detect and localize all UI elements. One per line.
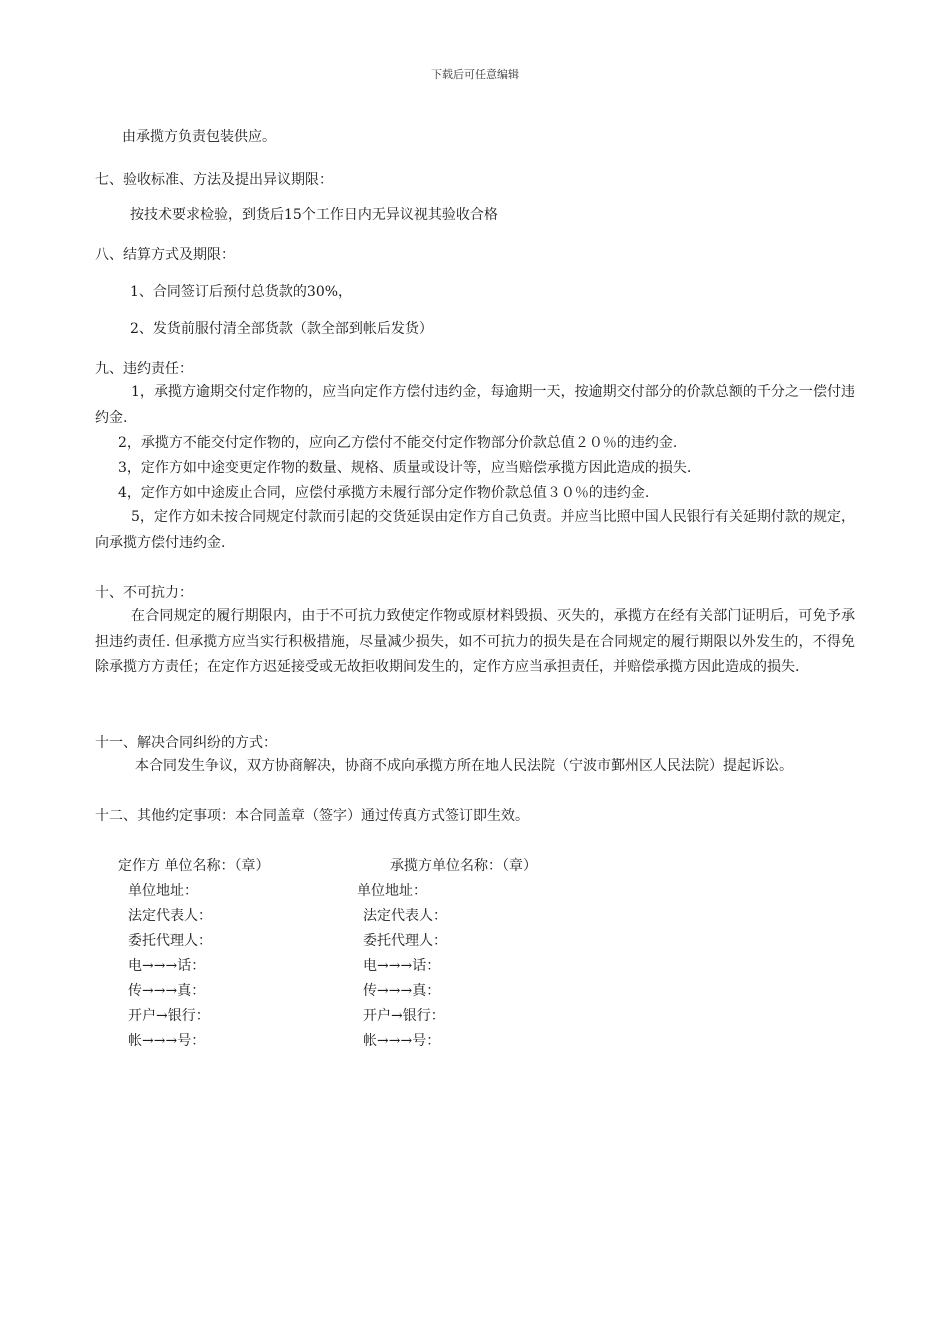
party-a-field: 传→→→真： [128, 983, 206, 999]
section-8-title: 八、结算方式及期限： [95, 247, 235, 263]
section-8-item: 1、合同签订后预付总货款的30%， [130, 284, 353, 300]
party-b-field: 帐→→→号： [363, 1033, 441, 1049]
section-9-item: 5，定作方如未按合同规定付款而引起的交货延误由定作方自己负责。并应当比照中国人民银行有关延期付款的规定，向承揽方偿付违约金. [95, 509, 855, 551]
party-a-field: 开户→银行： [128, 1008, 210, 1024]
party-b-field: 单位地址： [357, 883, 427, 899]
section-11-body: 本合同发生争议，双方协商解决，协商不成向承揽方所在地人民法院（宁波市鄞州区人民法院）提起诉讼。 [135, 758, 793, 774]
section-9-item: 3，定作方如中途变更定作物的数量、规格、质量或设计等，应当赔偿承揽方因此造成的损失. [118, 460, 692, 476]
party-a-field: 电→→→话： [128, 958, 206, 974]
party-b-title: 承揽方单位名称：（章） [390, 858, 537, 874]
party-a-field: 法定代表人： [128, 908, 212, 924]
section-9-item: 4，定作方如中途废止合同，应偿付承揽方未履行部分定作物价款总值３０％的违约金. [118, 485, 650, 501]
party-b-field: 委托代理人： [363, 933, 447, 949]
party-a-field: 单位地址： [128, 883, 198, 899]
party-b-field: 开户→银行： [363, 1008, 445, 1024]
party-a-field: 委托代理人： [128, 933, 212, 949]
party-a-field: 帐→→→号： [128, 1033, 206, 1049]
section-12: 十二、其他约定事项：本合同盖章（签字）通过传真方式签订即生效。 [95, 808, 529, 824]
section-9-item: 1，承揽方逾期交付定作物的，应当向定作方偿付违约金，每逾期一天，按逾期交付部分的价款总额的千分之一偿付违约金. [95, 384, 855, 426]
party-b-field: 电→→→话： [363, 958, 441, 974]
section-7-body: 按技术要求检验，到货后15个工作日内无异议视其验收合格 [130, 207, 498, 223]
section-11-title: 十一、解决合同纠纷的方式： [95, 735, 277, 751]
page-header: 下载后可任意编辑 [431, 68, 519, 81]
section-9-item: 2，承揽方不能交付定作物的，应向乙方偿付不能交付定作物部分价款总值２０％的违约金. [118, 435, 678, 451]
section-10-body: 在合同规定的履行期限内，由于不可抗力致使定作物或原材料毁损、灭失的，承揽方在经有关部门证明后，可免予承担违约责任. 但承揽方应当实行积极措施，尽量减少损失，如不可抗力的损失是在合同规定的履行期限以外发生的，不得免除承揽方方责任；在定作方迟延接受或无故拒收期间发生的，定作方应当承担责任，并赔偿承揽方因此造成的损失. [95, 608, 855, 675]
party-a-title: 定作方 单位名称：（章） [118, 858, 270, 874]
packaging-line: 由承揽方负责包装供应。 [122, 129, 276, 145]
section-10-title: 十、不可抗力： [95, 585, 193, 601]
party-b-field: 法定代表人： [363, 908, 447, 924]
section-9-title: 九、违约责任： [95, 361, 193, 377]
section-8-item: 2、发货前服付清全部货款（款全部到帐后发货） [130, 321, 433, 337]
party-b-field: 传→→→真： [363, 983, 441, 999]
section-7-title: 七、验收标准、方法及提出异议期限： [95, 172, 333, 188]
